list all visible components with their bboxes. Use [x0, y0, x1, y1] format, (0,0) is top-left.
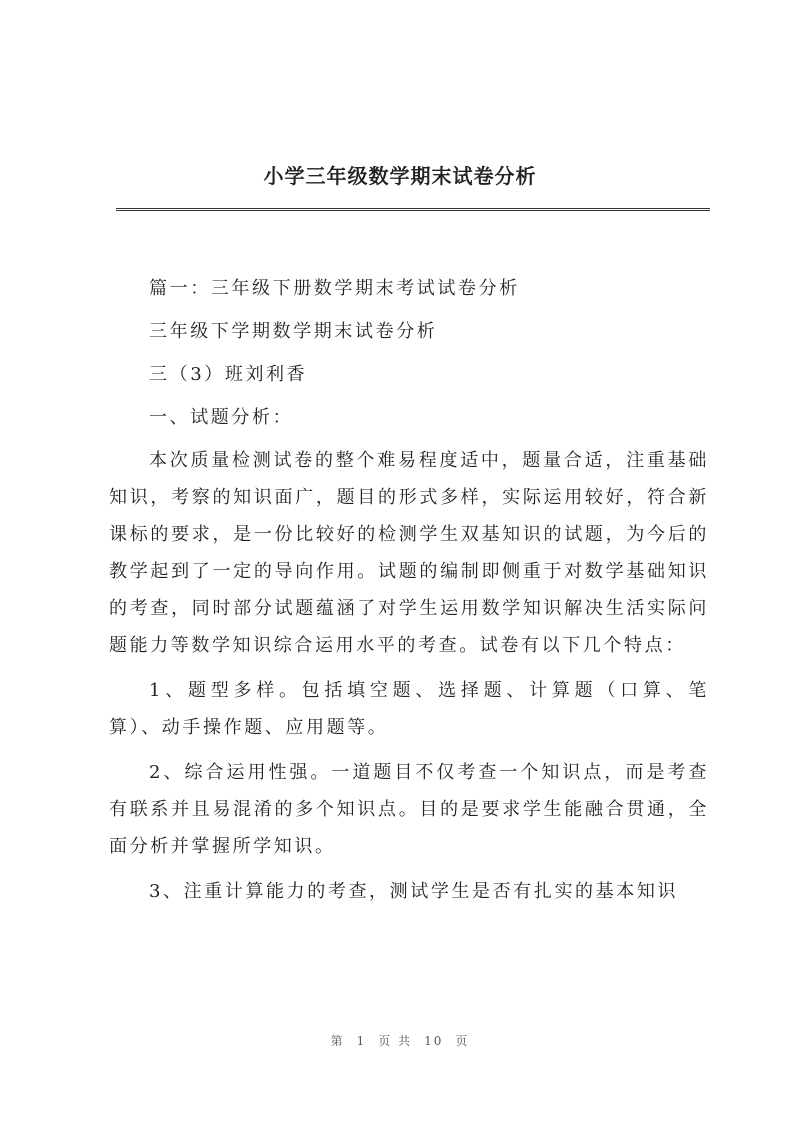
document-title: 小学三年级数学期末试卷分析 [263, 164, 537, 188]
title-divider [116, 208, 710, 211]
footer-total-pages: 10 [424, 1034, 444, 1048]
body-paragraph: 本次质量检测试卷的整个难易程度适中，题量合适，注重基础知识，考察的知识面广，题目的形式多样，实际运用较好，符合新课标的要求，是一份比较好的检测学生双基知识的试题，为今后的教学起到了一定的导向作用。试题的编制即侧重于对数学基础知识的考查，同时部分试题蕴涵了对学生运用数学知识解决生活实际问题能力等数学知识综合运用水平的考查。试卷有以下几个特点： [109, 450, 709, 656]
footer-current-page: 1 [356, 1034, 367, 1048]
footer-label-end: 页 [455, 1034, 470, 1048]
section-heading-analysis: 一、试题分析： [149, 407, 294, 428]
subtitle: 三年级下学期数学期末试卷分析 [149, 321, 438, 342]
section-heading: 篇一：三年级下册数学期末考试试卷分析 [149, 278, 520, 299]
author-line: 三（3）班刘利香 [149, 364, 308, 385]
list-item-1: 1、题型多样。包括填空题、选择题、计算题（口算、笔算）、动手操作题、应用题等。 [109, 680, 709, 738]
list-item-3: 3、注重计算能力的考查，测试学生是否有扎实的基本知识 [149, 881, 679, 902]
list-item-2: 2、综合运用性强。一道题目不仅考查一个知识点，而是考查有联系并且易混淆的多个知识点。目的是要求学生能融合贯通，全面分析并掌握所学知识。 [109, 762, 709, 857]
footer-label-of: 页 共 [378, 1034, 413, 1048]
page-footer [0, 1032, 800, 1049]
document-body [109, 270, 709, 918]
footer-label-page: 第 [330, 1034, 345, 1048]
